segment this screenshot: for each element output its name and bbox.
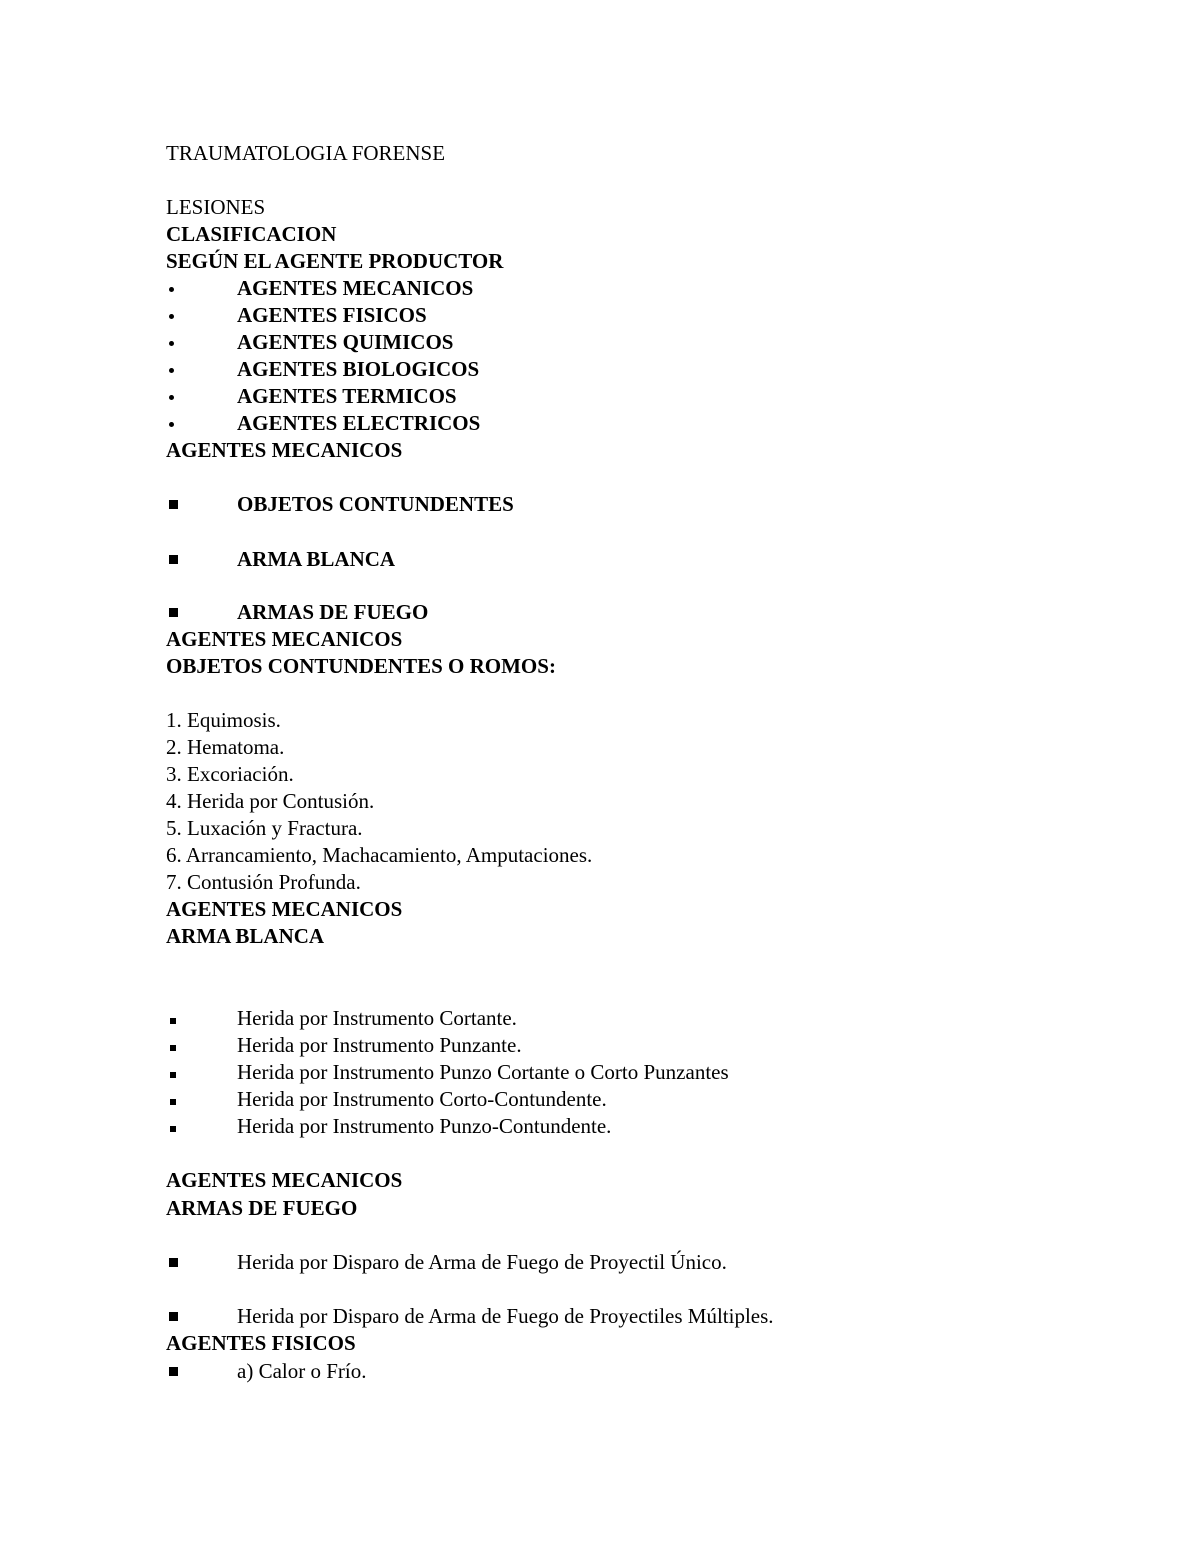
bullet-square-icon: [166, 599, 196, 626]
section-lesiones: LESIONES: [166, 195, 266, 219]
heading-segun-agente: SEGÚN EL AGENTE PRODUCTOR: [166, 249, 504, 273]
list-item: 3. Excoriación.: [166, 762, 294, 786]
bullet-square-icon: [166, 1086, 196, 1113]
bullet-square-icon: [166, 1032, 196, 1059]
bullet-dot-icon: [166, 302, 196, 329]
bullet-square-icon: [166, 546, 196, 573]
heading-objetos-contundentes: OBJETOS CONTUNDENTES O ROMOS:: [166, 654, 556, 678]
heading-agentes-mecanicos: AGENTES MECANICOS: [166, 438, 403, 462]
list-item: 6. Arrancamiento, Machacamiento, Amputaciones.: [166, 843, 593, 867]
bullet-square-icon: [166, 1249, 196, 1276]
list-item: 2. Hematoma.: [166, 735, 285, 759]
bullet-dot-icon: [166, 329, 196, 356]
document-title: TRAUMATOLOGIA FORENSE: [166, 141, 446, 165]
bullet-dot-icon: [166, 410, 196, 437]
list-item: 4. Herida por Contusión.: [166, 789, 375, 813]
heading-agentes-mecanicos: AGENTES MECANICOS: [166, 897, 403, 921]
heading-agentes-mecanicos: AGENTES MECANICOS: [166, 1168, 403, 1192]
heading-clasificacion: CLASIFICACION: [166, 222, 337, 246]
bullet-square-icon: [166, 1113, 196, 1140]
heading-arma-blanca: ARMA BLANCA: [166, 924, 325, 948]
list-item: 7. Contusión Profunda.: [166, 870, 361, 894]
list-item: 1. Equimosis.: [166, 708, 281, 732]
list-item: 5. Luxación y Fractura.: [166, 816, 363, 840]
bullet-square-icon: [166, 491, 196, 518]
heading-armas-de-fuego: ARMAS DE FUEGO: [166, 1196, 358, 1220]
bullet-dot-icon: [166, 383, 196, 410]
bullet-dot-icon: [166, 356, 196, 383]
heading-agentes-mecanicos: AGENTES MECANICOS: [166, 627, 403, 651]
heading-agentes-fisicos: AGENTES FISICOS: [166, 1331, 356, 1355]
bullet-square-icon: [166, 1303, 196, 1330]
bullet-square-icon: [166, 1358, 196, 1385]
bullet-square-icon: [166, 1005, 196, 1032]
bullet-dot-icon: [166, 275, 196, 302]
bullet-square-icon: [166, 1059, 196, 1086]
document-page: TRAUMATOLOGIA FORENSE LESIONES CLASIFICACION SEGÚN EL AGENTE PRODUCTOR AGENTES MECANICOS AGENTES FISICOS AGENTES QUIMICOS AGENTES BIOLOGICOS AGENTES TERMICOS AGENTES ELECTRICOS AGENTES MECANICOS OBJETOS CONTUNDENTES ARMA BLANCA ARMAS DE FUEGO AGENTES MECANICOS OBJETOS CONTUNDENTES O ROMOS: 1. Equimosis. 2. Hematoma. 3. Excoriación. 4. Herida por Contusión. 5. Luxación y Fractura. 6. Arrancamiento, Machacamiento, Amputaciones. 7. Contusión Profunda. AGENTES MECANICOS ARMA BLANCA Herida por Instrumento Cortante. Herida por Instrumento Punzante. Herida por Instrumento Punzo Cortante o Corto Punzantes Herida por Instrumento Corto-Contundente. Herida por Instrumento Punzo-Contundente. AGENTES MECANICOS ARMAS DE FUEGO Herida por Disparo de Arma de Fuego de Proyectil Único. Herida por Disparo de Arma de Fuego de Proyectiles Múltiples. AGENTES FISICOS a) Calor o Frío.: [166, 141, 774, 1383]
